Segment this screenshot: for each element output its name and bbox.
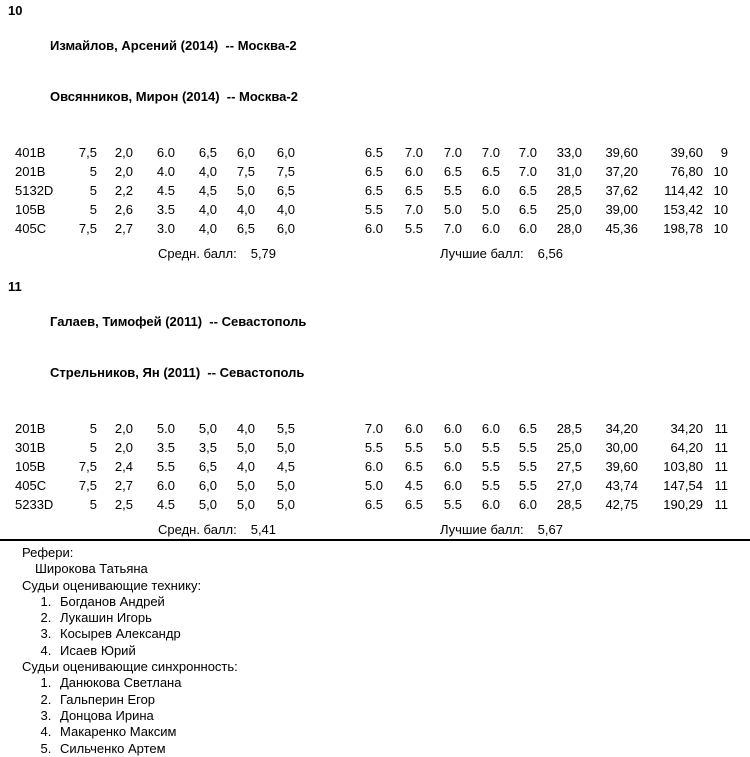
place: 10 [713,202,728,217]
sync-score: 6.5 [404,459,423,474]
sync-score: 6.5 [364,164,383,179]
tech-score: 6,5 [236,221,255,236]
judges-sum: 28,5 [556,497,582,512]
judges-sum: 25,0 [556,440,582,455]
running-total: 34,20 [670,421,703,436]
tech-score: 6,0 [198,478,217,493]
sync-score: 5.5 [404,221,423,236]
dive-code: 105B [15,459,46,474]
dd-value: 2,0 [114,164,133,179]
sync-score: 6.5 [481,164,500,179]
sync-score: 6.0 [364,221,383,236]
sync-score: 5.5 [443,183,462,198]
table-row [0,200,750,219]
sync-score: 5.0 [443,202,462,217]
dive-score: 45,36 [605,221,638,236]
dive-code: 405C [15,221,47,236]
dive-score: 39,00 [605,202,638,217]
dd-value: 2,5 [114,497,133,512]
place: 11 [714,459,728,474]
dive-score: 37,62 [605,183,638,198]
running-total: 76,80 [670,164,703,179]
sync-judges-list [22,675,750,756]
sync-score: 6.0 [404,164,423,179]
table-row [0,476,750,495]
tech-score: 5,5 [276,421,295,436]
tech-score: 6,0 [276,145,295,160]
tech-score: 3.0 [156,221,175,236]
tech-score: 4,0 [198,221,217,236]
judge-name: 3. Косырев Александр [55,626,750,642]
sync-score: 6.5 [364,183,383,198]
spacer [728,476,750,495]
judge-name: 2. Лукашин Игорь [55,610,750,626]
sync-score: 6.5 [518,421,537,436]
spacer [728,495,750,514]
dd-value: 5 [89,497,97,512]
judge-name: 3. Донцова Ирина [55,708,750,724]
judges-sum: 25,0 [556,202,582,217]
average-score [158,520,276,539]
dive-code: 5233D [15,497,54,512]
tech-score: 4,0 [276,202,295,217]
tech-score: 4,0 [198,164,217,179]
sync-score: 5.5 [443,497,462,512]
place: 10 [713,183,728,198]
sync-score: 5.5 [364,440,383,455]
tech-score: 6.0 [156,478,175,493]
entry-names [50,3,750,139]
table-row [0,181,750,200]
sync-score: 6.5 [443,164,462,179]
dd-value: 5 [89,164,97,179]
dd-value: 2,0 [114,440,133,455]
tech-score: 3.5 [156,440,175,455]
place: 11 [714,478,728,493]
entry-rank: 10 [8,3,23,18]
table-row [0,419,750,438]
tech-score: 5,0 [276,478,295,493]
table-row [0,457,750,476]
sync-score: 6.5 [518,202,537,217]
best-score [440,244,563,263]
table-row [0,438,750,457]
judges-sum: 27,5 [556,459,582,474]
spacer [728,419,750,438]
dd-value: 5 [89,202,97,217]
best-score-label: Лучшие балл: [440,246,524,261]
tech-judges-label: Судьи оценивающие технику: [22,577,202,593]
tech-score: 5.0 [156,421,175,436]
average-score-label: Средн. балл: [158,246,237,261]
tech-score: 4.0 [156,164,175,179]
sync-score: 7.0 [518,145,537,160]
place: 11 [714,497,728,512]
tech-score: 4.5 [156,497,175,512]
entry-block-10 [0,0,750,263]
dive-code: 201B [15,164,46,179]
average-score-value: 5,41 [250,522,277,537]
tech-score: 4,5 [276,459,295,474]
judges-sum: 31,0 [556,164,582,179]
athlete-line: Овсянников, Мирон (2014) -- Москва-2 [50,89,298,104]
referee-label: Рефери: [22,545,74,560]
running-total: 114,42 [664,183,703,198]
sync-score: 7.0 [443,145,462,160]
tech-score: 6,0 [276,221,295,236]
tech-score: 6.0 [156,145,175,160]
judge-name: 2. Гальперин Егор [55,692,750,708]
dd-value: 7,5 [78,145,97,160]
best-score-value: 6,56 [537,246,563,261]
running-total: 39,60 [670,145,703,160]
table-row [0,219,750,238]
sync-score: 5.5 [518,440,537,455]
sync-score: 6.0 [481,221,500,236]
spacer [728,457,750,476]
best-score-value: 5,67 [537,522,563,537]
athlete-line: Галаев, Тимофей (2011) -- Севастополь [50,314,307,329]
sync-score: 5.5 [481,440,500,455]
dive-score: 34,20 [605,421,638,436]
entry-names [50,279,750,415]
place: 9 [720,145,728,160]
sync-score: 6.5 [404,183,423,198]
judge-name: 4. Макаренко Максим [55,724,750,740]
sync-score: 6.0 [443,421,462,436]
tech-score: 6,5 [198,459,217,474]
sync-score: 5.5 [518,459,537,474]
sync-score: 7.0 [518,164,537,179]
judges-sum: 27,0 [556,478,582,493]
dive-score: 37,20 [605,164,638,179]
judges-sum: 33,0 [556,145,582,160]
entry-header [0,3,750,139]
scores-table [0,143,750,238]
average-score-value: 5,79 [250,246,277,261]
sync-score: 6.0 [443,478,462,493]
judge-name: 4. Исаев Юрий [55,643,750,659]
dive-code: 201B [15,421,46,436]
sync-score: 6.0 [364,459,383,474]
sync-score: 6.0 [443,459,462,474]
dive-code: 105B [15,202,46,217]
dive-code: 401B [15,145,46,160]
dive-code: 5132D [15,183,54,198]
sync-score: 6.0 [481,183,500,198]
sync-score: 5.5 [481,459,500,474]
dd-value: 2,4 [114,459,133,474]
best-score-label: Лучшие балл: [440,522,524,537]
best-score [440,520,563,539]
tech-score: 4,0 [198,202,217,217]
judge-name: 5. Сильченко Артем [55,741,750,757]
place: 10 [713,221,728,236]
sync-score: 7.0 [364,421,383,436]
spacer [728,219,750,238]
dd-value: 2,0 [114,421,133,436]
sync-score: 6.5 [364,145,383,160]
place: 11 [714,421,728,436]
dd-value: 5 [89,421,97,436]
entry-header [0,279,750,415]
judges-sum: 28,5 [556,183,582,198]
sync-score: 6.0 [481,421,500,436]
running-total: 64,20 [670,440,703,455]
tech-score: 6,5 [198,145,217,160]
sync-score: 6.5 [404,497,423,512]
judge-name: 1. Богданов Андрей [55,594,750,610]
tech-score: 7,5 [236,164,255,179]
tech-score: 4.5 [156,183,175,198]
athlete-line: Стрельников, Ян (2011) -- Севастополь [50,365,305,380]
spacer [728,438,750,457]
officials-section [0,541,750,757]
spacer [728,181,750,200]
table-row [0,143,750,162]
tech-score: 5,0 [276,497,295,512]
tech-judges-list [22,594,750,659]
dd-value: 7,5 [78,221,97,236]
tech-score: 3.5 [156,202,175,217]
tech-score: 4,0 [236,421,255,436]
dd-value: 2,0 [114,145,133,160]
sync-score: 5.5 [481,478,500,493]
tech-score: 5.5 [156,459,175,474]
dd-value: 2,6 [114,202,133,217]
dive-score: 39,60 [605,459,638,474]
running-total: 147,54 [663,478,703,493]
dive-score: 30,00 [605,440,638,455]
tech-score: 5,0 [198,421,217,436]
summary-row [0,244,750,263]
tech-score: 4,0 [236,202,255,217]
tech-score: 6,0 [236,145,255,160]
tech-score: 3,5 [198,440,217,455]
sync-score: 7.0 [404,202,423,217]
sync-score: 5.0 [481,202,500,217]
entry-block-11 [0,279,750,539]
dd-value: 5 [89,440,97,455]
judge-name: 1. Данюкова Светлана [55,675,750,691]
tech-score: 5,0 [276,440,295,455]
dive-code: 405C [15,478,47,493]
tech-score: 5,0 [236,497,255,512]
entry-rank: 11 [8,279,22,294]
dd-value: 2,7 [114,221,133,236]
athlete-line: Измайлов, Арсений (2014) -- Москва-2 [50,38,297,53]
judges-sum: 28,5 [556,421,582,436]
spacer [728,200,750,219]
tech-score: 5,0 [236,440,255,455]
tech-score: 5,0 [236,478,255,493]
referee-name: Широкова Татьяна [35,561,148,577]
sync-score: 5.0 [443,440,462,455]
sync-judges-label: Судьи оценивающие синхронность: [22,659,238,675]
place: 10 [713,164,728,179]
spacer [728,162,750,181]
average-score-label: Средн. балл: [158,522,237,537]
running-total: 103,80 [663,459,703,474]
table-row [0,162,750,181]
sync-score: 7.0 [443,221,462,236]
sync-score: 6.5 [518,183,537,198]
dd-value: 2,7 [114,478,133,493]
dd-value: 7,5 [78,459,97,474]
sync-score: 7.0 [481,145,500,160]
tech-score: 4,5 [198,183,217,198]
tech-score: 7,5 [276,164,295,179]
summary-row [0,520,750,539]
tech-score: 6,5 [276,183,295,198]
sync-score: 5.5 [364,202,383,217]
dive-score: 42,75 [605,497,638,512]
place: 11 [714,440,728,455]
sync-score: 6.0 [518,497,537,512]
dd-value: 2,2 [114,183,133,198]
tech-score: 4,0 [236,459,255,474]
sync-score: 7.0 [404,145,423,160]
table-row [0,495,750,514]
scores-table [0,419,750,514]
sync-score: 5.5 [518,478,537,493]
running-total: 153,42 [663,202,703,217]
spacer [728,143,750,162]
judges-sum: 28,0 [556,221,582,236]
sync-score: 6.0 [404,421,423,436]
sync-score: 5.0 [364,478,383,493]
average-score [158,244,276,263]
sync-score: 4.5 [404,478,423,493]
sync-score: 6.0 [518,221,537,236]
tech-score: 5,0 [236,183,255,198]
running-total: 190,29 [663,497,703,512]
running-total: 198,78 [663,221,703,236]
dive-code: 301B [15,440,46,455]
sync-score: 6.0 [481,497,500,512]
dive-score: 39,60 [605,145,638,160]
tech-score: 5,0 [198,497,217,512]
sync-score: 5.5 [404,440,423,455]
sync-score: 6.5 [364,497,383,512]
dd-value: 7,5 [78,478,97,493]
dd-value: 5 [89,183,97,198]
dive-score: 43,74 [605,478,638,493]
